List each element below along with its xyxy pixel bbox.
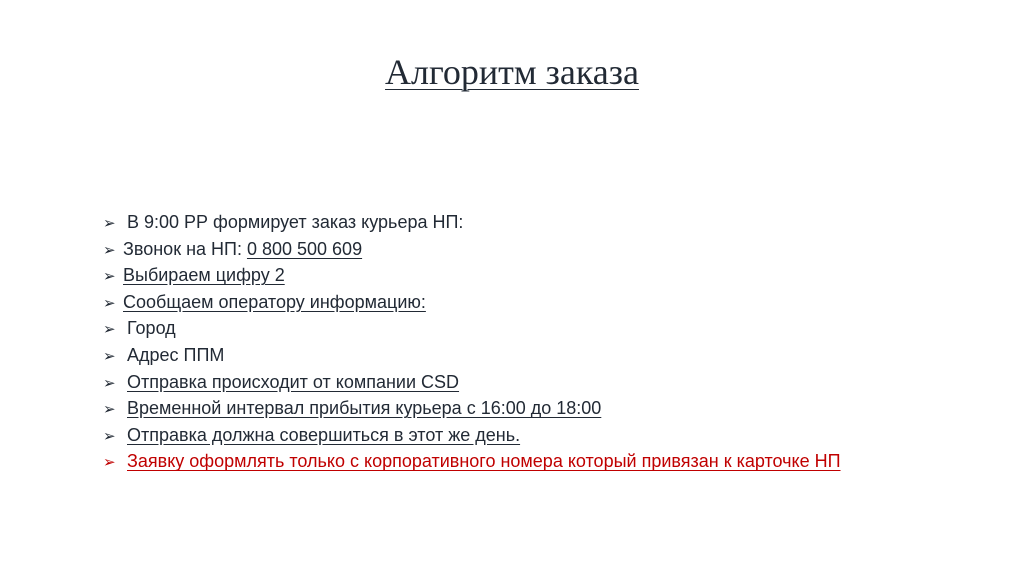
arrow-bullet-icon: ➢ <box>103 294 116 312</box>
list-item-text: Сообщаем оператору информацию: <box>123 291 426 312</box>
list-item <box>103 210 983 237</box>
list-item-text: Отправка происходит от компании CSD <box>127 371 460 392</box>
warning-text: Заявку оформлять только с корпоративного номера который привязан к карточке НП <box>127 451 841 472</box>
list-item <box>103 370 983 397</box>
arrow-bullet-icon: ➢ <box>103 374 116 392</box>
list-item-prefix: Звонок на НП: <box>123 238 247 259</box>
arrow-bullet-icon: ➢ <box>103 347 116 365</box>
list-item <box>103 343 983 370</box>
arrow-bullet-icon: ➢ <box>103 215 116 232</box>
list-item <box>103 396 983 423</box>
list-item <box>103 237 983 264</box>
list-item-warning <box>103 449 983 476</box>
arrow-bullet-icon: ➢ <box>103 268 116 286</box>
list-item-text: Отправка должна совершиться в этот же день. <box>127 424 521 445</box>
list-item <box>103 263 983 290</box>
list-item <box>103 290 983 317</box>
arrow-bullet-icon: ➢ <box>103 401 116 419</box>
list-item-text: Адрес ППМ <box>127 344 225 365</box>
list-item <box>103 423 983 450</box>
slide-title <box>0 50 1024 94</box>
arrow-bullet-icon: ➢ <box>103 427 116 445</box>
list-item-text: Временной интервал прибытия курьера с 16:00 до 18:00 <box>127 398 602 419</box>
list-item-text: Выбираем цифру 2 <box>123 265 285 286</box>
arrow-bullet-icon: ➢ <box>103 321 116 339</box>
list-item <box>103 316 983 343</box>
slide-title-text: Алгоритм заказа <box>385 52 639 92</box>
bullet-list <box>103 210 983 476</box>
phone-number: 0 800 500 609 <box>246 238 363 259</box>
list-item-text: В 9:00 РР формирует заказ курьера НП: <box>127 212 464 232</box>
arrow-bullet-icon: ➢ <box>103 454 116 472</box>
arrow-bullet-icon: ➢ <box>103 241 116 259</box>
list-item-text: Город <box>127 318 176 339</box>
